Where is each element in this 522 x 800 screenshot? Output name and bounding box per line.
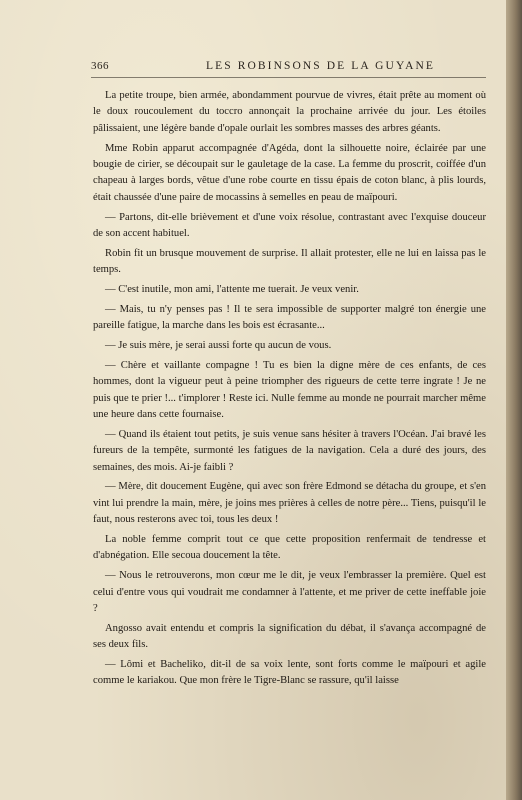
paragraph: — Chère et vaillante compagne ! Tu es bien la digne mère de ces enfants, de ces hommes, dont la vigueur peut à peine triompher des rigueurs de cette terre ingrate ! Je ne puis que te prier !... t'implorer ! Reste ici. Nulle femme au monde ne pourrait marcher même une heure dans cette fournaise. bbox=[93, 359, 486, 421]
paragraph: — Lômi et Bacheliko, dit-il de sa voix lente, sont forts comme le maïpouri et agile comme le kariakou. Que mon frère le Tigre-Blanc se rassure, qu'il laisse bbox=[93, 659, 486, 687]
paragraph: Robin fit un brusque mouvement de surprise. Il allait protester, elle ne lui en laissa pas le temps. bbox=[93, 247, 486, 276]
paragraph: Angosso avait entendu et compris la signification du débat, il s'avança accompagné de ses deux fils. bbox=[93, 622, 486, 651]
paragraph: La noble femme comprit tout ce que cette proposition renfermait de tendresse et d'abnégation. Elle secoua doucement la tête. bbox=[93, 534, 486, 562]
page-edge-shadow bbox=[506, 0, 522, 800]
page-header bbox=[91, 60, 486, 76]
page-body bbox=[93, 88, 486, 693]
paragraph: — Mère, dit doucement Eugène, qui avec son frère Edmond se détacha du groupe, et s'en vint lui prendre la main, mère, je joins mes prières à celles de notre père... Tiens, puisqu'il le faut, nous resterons avec toi, tous les deux ! bbox=[93, 481, 486, 526]
paragraph: — C'est inutile, mon ami, l'attente me tuerait. Je veux venir. bbox=[105, 284, 359, 296]
paragraph: — Partons, dit-elle brièvement et d'une voix résolue, contrastant avec l'exquise douceur de son accent habituel. bbox=[93, 211, 486, 240]
paragraph: — Quand ils étaient tout petits, je suis venue sans hésiter à travers l'Océan. J'ai bravé les fureurs de la tempête, surmonté les fatigues de la navigation. Cela a duré des jours, des semaines, des mois. Ai-je faibli ? bbox=[93, 428, 486, 473]
paragraph: Mme Robin apparut accompagnée d'Agéda, dont la silhouette noire, éclairée par une bougie de cirier, se découpait sur le gauletage de la case. La femme du proscrit, coiffée d'un chapeau à larges bords, vêtue d'une robe courte en tissu épais de coton blanc, à plis lourds, était chaussée d'une paire de mocassins à semelles en peau de maïpouri. bbox=[93, 142, 486, 203]
header-rule bbox=[91, 77, 486, 78]
paragraph: — Mais, tu n'y penses pas ! Il te sera impossible de supporter malgré ton énergie une pareille fatigue, la marche dans les bois est écrasante... bbox=[93, 303, 486, 332]
paragraph: — Je suis mère, je serai aussi forte qu aucun de vous. bbox=[105, 340, 332, 352]
running-title: LES ROBINSONS DE LA GUYANE bbox=[205, 60, 436, 72]
paragraph: — Nous le retrouverons, mon cœur me le dit, je veux l'embrasser la première. Quel est celui d'entre vous qui voudrait me condamner à l'attente, et me priver de cette ineffable joie ? bbox=[93, 570, 486, 615]
paragraph: La petite troupe, bien armée, abondamment pourvue de vivres, était prête au moment où le doux roucoulement du toccro annonçait la prochaine arrivée du jour. Les étoiles pâlissaient, une légère bande d'opale ourlait les sombres masses des arbres géants. bbox=[93, 90, 486, 134]
page-number: 366 bbox=[91, 60, 109, 72]
